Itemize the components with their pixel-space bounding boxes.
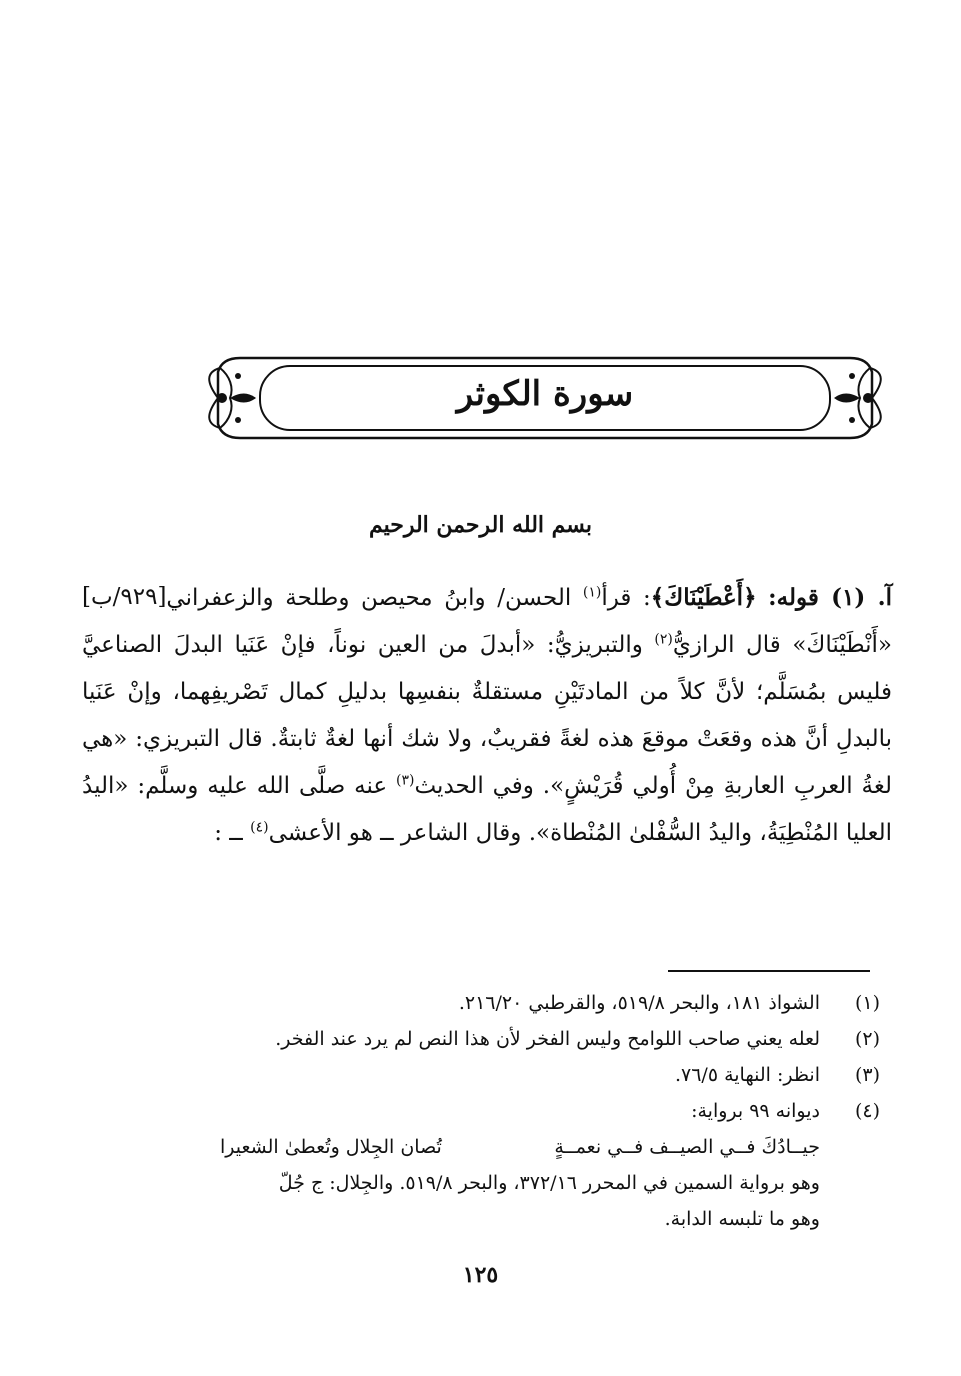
poetry-verse: [220, 1129, 820, 1165]
footnote-marker: (٤): [250, 819, 269, 836]
main-commentary: [82, 574, 892, 857]
footnote-number: (٤): [854, 1100, 880, 1122]
page-number: ١٢٥: [462, 1262, 499, 1288]
footnotes: [150, 985, 880, 1237]
footnote-number: (١): [854, 992, 880, 1014]
verse-label: آ. (١) قوله:: [768, 584, 892, 611]
hemistich-right: جيــادُكَ فــي الصيــف فــي نعمــةٍ: [554, 1136, 820, 1158]
text-segment: ــ :: [214, 820, 251, 846]
footnote: [150, 1093, 880, 1129]
footnote: [150, 1021, 880, 1057]
footnote-marker: (٢): [654, 631, 673, 648]
quran-word: ﴿أَعْطَيْنَاكَ﴾: [650, 584, 757, 611]
manuscript-reference: [٩٢٩/ب]: [82, 584, 167, 610]
footnote-continuation: وهو ما تلبسه الدابة.: [664, 1208, 820, 1230]
text-segment: : قرأ: [601, 585, 651, 611]
basmala: بسم الله الرحمن الرحيم: [368, 512, 593, 538]
footnote-text: لعله يعني صاحب اللوامح وليس الفخر لأن هذا النص لم يرد عند الفخر.: [275, 1028, 820, 1050]
footnote-number: (٣): [854, 1064, 880, 1086]
footnote-marker: (٣): [395, 772, 415, 789]
footnote-marker: (١): [582, 584, 602, 601]
surah-title-banner: [200, 352, 890, 444]
footnote-text: الشواذ ١٨١، والبحر ٥١٩/٨، والقرطبي ٢١٦/٢٠.: [458, 992, 820, 1014]
hemistich-left: تُصان الجِلال وتُعطىٰ الشعيرا: [220, 1136, 442, 1158]
text-segment: عنه صلَّى الله عليه وسلَّم: «اليدُ العليا المُنْطِيَةُ، واليدُ السُّفْلىٰ المُنْطاة». وقال الشاعر ــ هو الأعشى: [82, 773, 892, 846]
text-segment: والتبريزيُّ: «أبدلَ من العين نوناً، فإنْ عَنَيا البدلَ الصناعيَّ فليس بمُسَلَّم؛ لأنَّ كلاً من المادتَيْنِ مستقلةٌ بنفسِها بدليلِ كمال تَصْريفِهما، وإنْ عَنَيا بالبدلِ أنَّ هذه وقعَتْ موقعَ هذه لغةً فقريبٌ، ولا شك أنها لغةٌ ثابتةٌ. قال التبريزي: «هي لغةُ العربِ العاربةِ مِنْ أُولي قُرَيْشٍ». وفي الحديث: [82, 632, 892, 799]
footnote-continuation: وهو برواية السمين في المحرر ٣٧٢/١٦، والبحر ٥١٩/٨. والجِلال: ج جُلّ: [278, 1172, 820, 1194]
text-segment: الحسن/ وابنُ محيصن: [361, 585, 583, 611]
footnote-text: ديوانه ٩٩ برواية:: [691, 1100, 820, 1122]
footnote-divider: [668, 970, 870, 972]
footnote-number: (٢): [854, 1028, 880, 1050]
text-segment: وطلحة والزعفراني «أَنْطَيْنَاكَ» قال الرازيُّ: [166, 585, 892, 658]
footnote: [150, 985, 880, 1021]
footnote: [150, 1057, 880, 1093]
footnote-text: انظر: النهاية ٧٦/٥.: [674, 1064, 820, 1086]
surah-title: سورة الكوثر: [456, 374, 634, 414]
